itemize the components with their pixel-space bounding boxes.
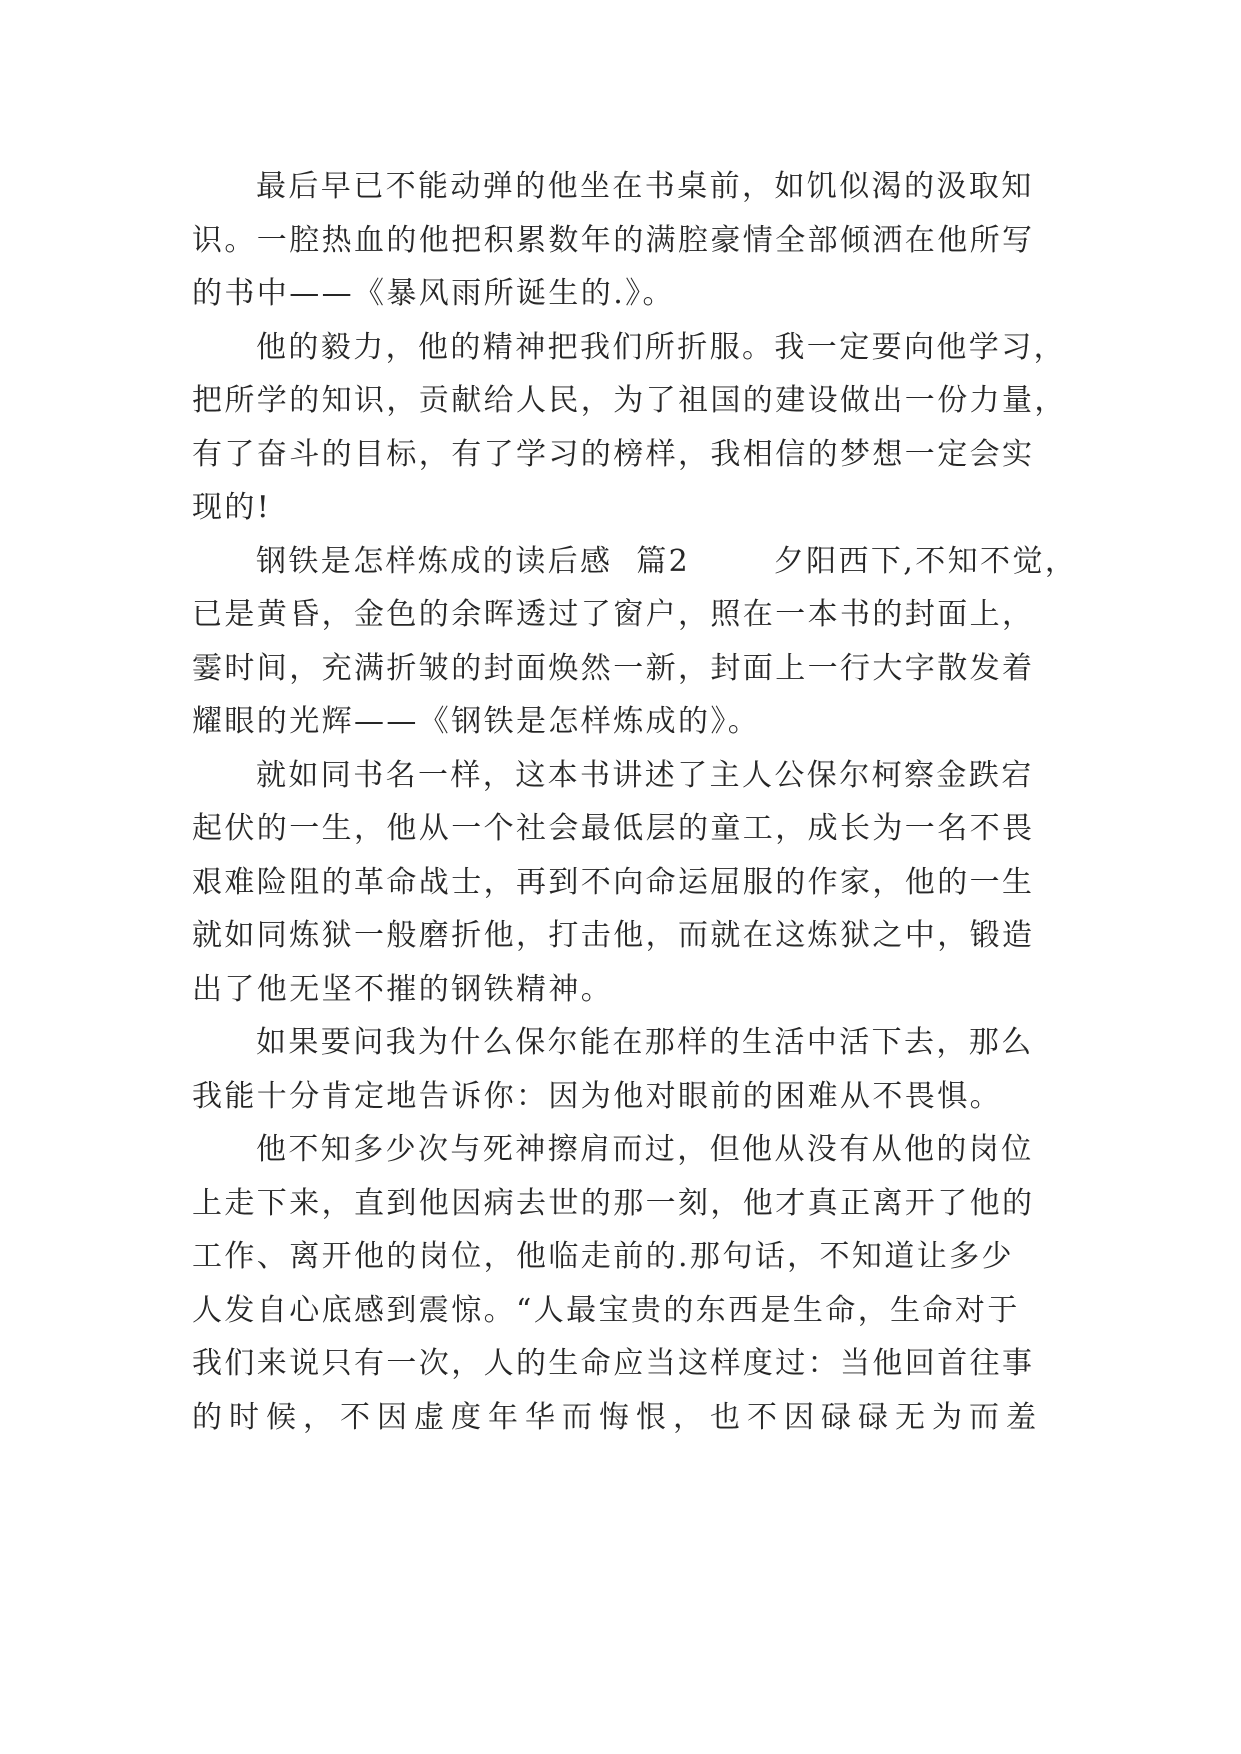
document-body xyxy=(192,160,1078,1444)
text-line: 起伏的一生，他从一个社会最低层的童工，成长为一名不畏 xyxy=(192,811,1035,846)
text-line: 的书中——《暴风雨所诞生的.》。 xyxy=(192,276,675,311)
text-line: 最后早已不能动弹的他坐在书桌前，如饥似渴的汲取知 xyxy=(256,169,1034,204)
text-line: 人发自心底感到震惊。“人最宝贵的东西是生命，生命对于 xyxy=(192,1292,1020,1328)
paragraph xyxy=(192,321,1072,535)
text-line: 他的毅力，他的精神把我们所折服。我一定要向他学习， xyxy=(256,329,1066,365)
text-line: 就如同炼狱一般磨折他，打击他，而就在这炼狱之中，锻造 xyxy=(192,918,1035,953)
paragraph xyxy=(192,535,1078,749)
text-line: 有了奋斗的目标，有了学习的榜样，我相信的梦想一定会实 xyxy=(192,436,1035,472)
text-line: 工作、离开他的岗位，他临走前的.那句话，不知道让多少 xyxy=(192,1239,1014,1274)
paragraph xyxy=(192,1123,1072,1444)
text-line: 霎时间，充满折皱的封面焕然一新，封面上一行大字散发着 xyxy=(192,650,1035,686)
text-line: 的时候，不因虚度年华而悔恨，也不因碌碌无为而羞 xyxy=(192,1399,1043,1435)
paragraph xyxy=(192,160,1072,321)
text-line: 识。一腔热血的他把积累数年的满腔豪情全部倾洒在他所写 xyxy=(192,222,1035,258)
text-line: 上走下来，直到他因病去世的那一刻，他才真正离开了他的 xyxy=(192,1185,1035,1221)
text-line: 现的! xyxy=(192,490,272,525)
text-line: 就如同书名一样，这本书讲述了主人公保尔柯察金跌宕 xyxy=(256,757,1034,793)
text-line: 他不知多少次与死神擦肩而过，但他从没有从他的岗位 xyxy=(256,1132,1034,1167)
text-line: 我们来说只有一次，人的生命应当这样度过：当他回首往事 xyxy=(192,1346,1035,1381)
text-line: 如果要问我为什么保尔能在那样的生活中活下去，那么 xyxy=(256,1025,1034,1060)
text-line: 出了他无坚不摧的钢铁精神。 xyxy=(192,971,614,1007)
paragraph xyxy=(192,1016,1072,1123)
text-line: 耀眼的光辉——《钢铁是怎样炼成的》。 xyxy=(192,704,761,739)
paragraph xyxy=(192,749,1072,1017)
text-line: 我能十分肯定地告诉你：因为他对眼前的困难从不畏惧。 xyxy=(192,1078,1002,1114)
section-heading-line: 钢铁是怎样炼成的读后感 篇2 夕阳西下,不知不觉， xyxy=(256,543,1078,579)
text-line: 艰难险阻的革命战士，再到不向命运屈服的作家，他的一生 xyxy=(192,864,1035,900)
text-line: 把所学的知识，贡献给人民，为了祖国的建设做出一份力量， xyxy=(192,383,1067,418)
text-line: 已是黄昏，金色的余晖透过了窗户，照在一本书的封面上， xyxy=(192,597,1035,632)
